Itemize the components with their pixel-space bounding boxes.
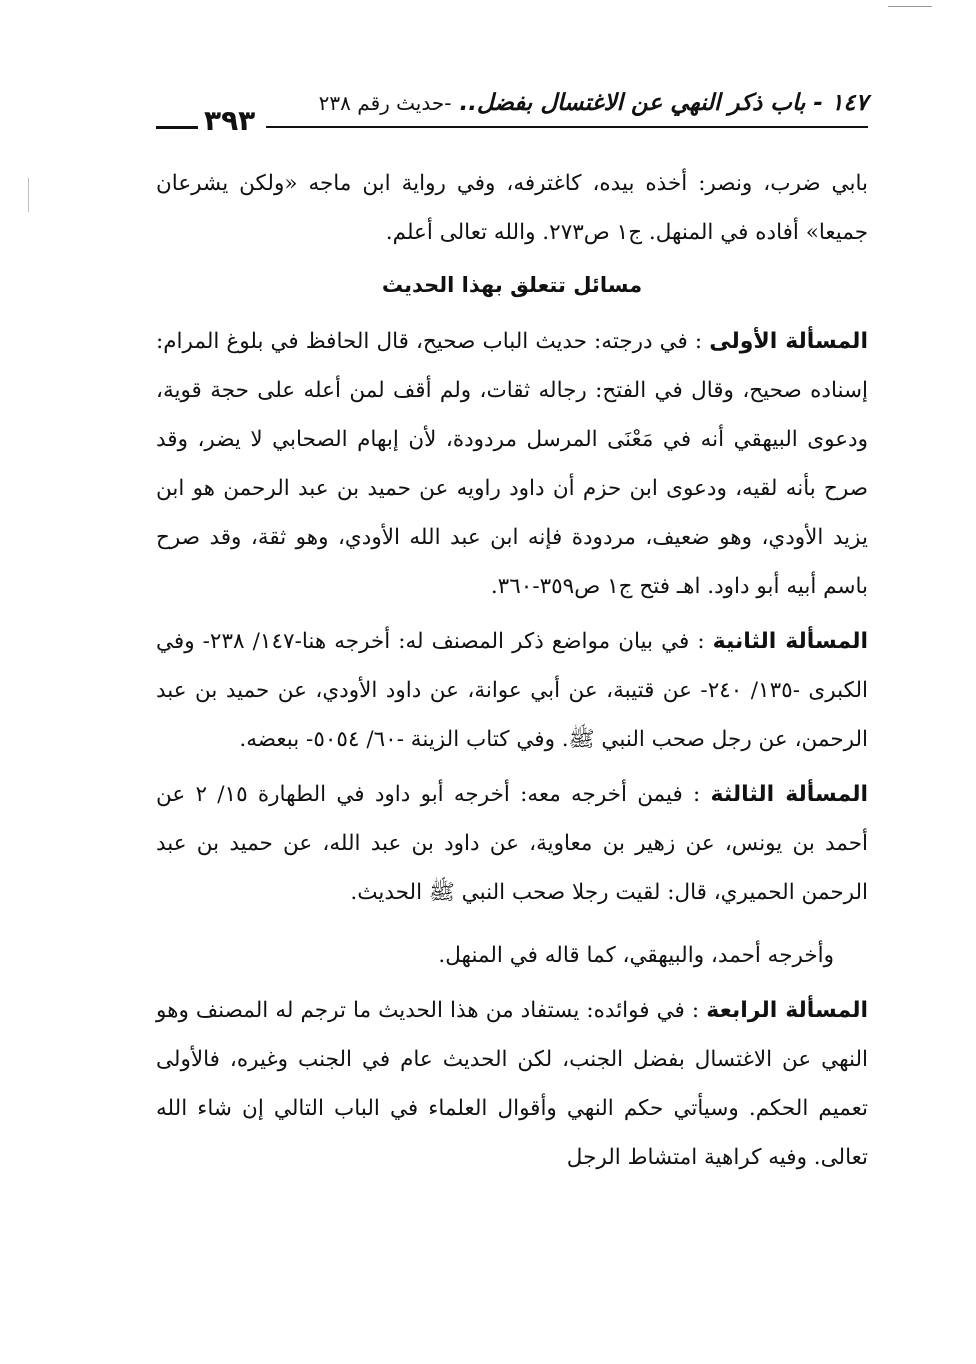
intro-paragraph: بابي ضرب، ونصر: أخذه بيده، كاغترفه، وفي رواية ابن ماجه «ولكن يشرعان جميعا» أفاده في المنهل. ج١ ص٢٧٣. والله تعالى أعلم. — [156, 171, 868, 245]
issue-one-text: : في درجته: حديث الباب صحيح، قال الحافظ في بلوغ المرام: إسناده صحيح، وقال في الفتح: رجاله ثقات، ولم أقف لمن أعله على حجة قوية، ودعوى البيهقي أنه في مَعْنَى المرسل مردودة، لأن إبهام الصحابي لا يضر، وقد صرح بأنه لقيه، ودعوى ابن حزم أن داود راويه عن حميد بن عبد الرحمن هو ابن يزيد الأودي، وهو ضعيف، مردودة فإنه ابن عبد الله الأودي، وهو ثقة، وقد صرح باسم أبيه أبو داود. اهـ فتح ج١ ص٣٥٩-٣٦٠. — [156, 329, 868, 599]
issue-two-label: المسألة الثانية — [712, 629, 868, 654]
page-number-dash — [156, 126, 198, 129]
issue-three-paragraph — [156, 770, 868, 917]
scan-edge-mark — [28, 178, 29, 212]
scan-edge-mark — [888, 6, 932, 7]
issue-two-paragraph — [156, 617, 868, 764]
issue-four-text: : في فوائده: يستفاد من هذا الحديث ما ترجم له المصنف وهو النهي عن الاغتسال بفضل الجنب، لكن الحديث عام في الجنب وغيره، فالأولى تعميم الحكم. وسيأتي حكم النهي وأقوال العلماء في الباب التالي إن شاء الله تعالى. وفيه كراهية امتشاط الرجل — [156, 998, 868, 1170]
header-rule — [266, 126, 868, 128]
page-number: ٣٩٣ — [204, 104, 256, 137]
page-body — [156, 153, 868, 1182]
issue-one-paragraph — [156, 317, 868, 611]
extra-paragraph: وأخرجه أحمد، والبيهقي، كما قاله في المنهل. — [438, 943, 834, 968]
issue-four-label: المسألة الرابعة — [706, 998, 868, 1023]
issue-four-paragraph — [156, 986, 868, 1182]
issue-three-label: المسألة الثالثة — [710, 782, 868, 807]
section-heading: مسائل تتعلق بهذا الحديث — [381, 273, 643, 297]
chapter-title — [319, 86, 868, 120]
chapter-title-text: ١٤٧ - باب ذكر النهي عن الاغتسال بفضل.. — [459, 90, 868, 116]
issue-three-text: : فيمن أخرجه معه: أخرجه أبو داود في الطهارة ١٥/ ٢ عن أحمد بن يونس، عن زهير بن معاوية، عن داود بن عبد الله، عن حميد بن عبد الرحمن الحميري، قال: لقيت رجلا صحب النبي ﷺ الحديث. — [156, 782, 868, 905]
running-header — [156, 86, 868, 138]
hadith-number: -حديث رقم ٢٣٨ — [318, 91, 452, 115]
issue-two-text: : في بيان مواضع ذكر المصنف له: أخرجه هنا-١٤٧/ ٢٣٨- وفي الكبرى -١٣٥/ ٢٤٠- عن قتيبة، عن أبي عوانة، عن داود الأودي، عن حميد بن عبد الرحمن، عن رجل صحب النبي ﷺ. وفي كتاب الزينة -٦٠/ ٥٠٥٤- ببعضه. — [156, 629, 868, 752]
issue-one-label: المسألة الأولى — [709, 329, 868, 354]
